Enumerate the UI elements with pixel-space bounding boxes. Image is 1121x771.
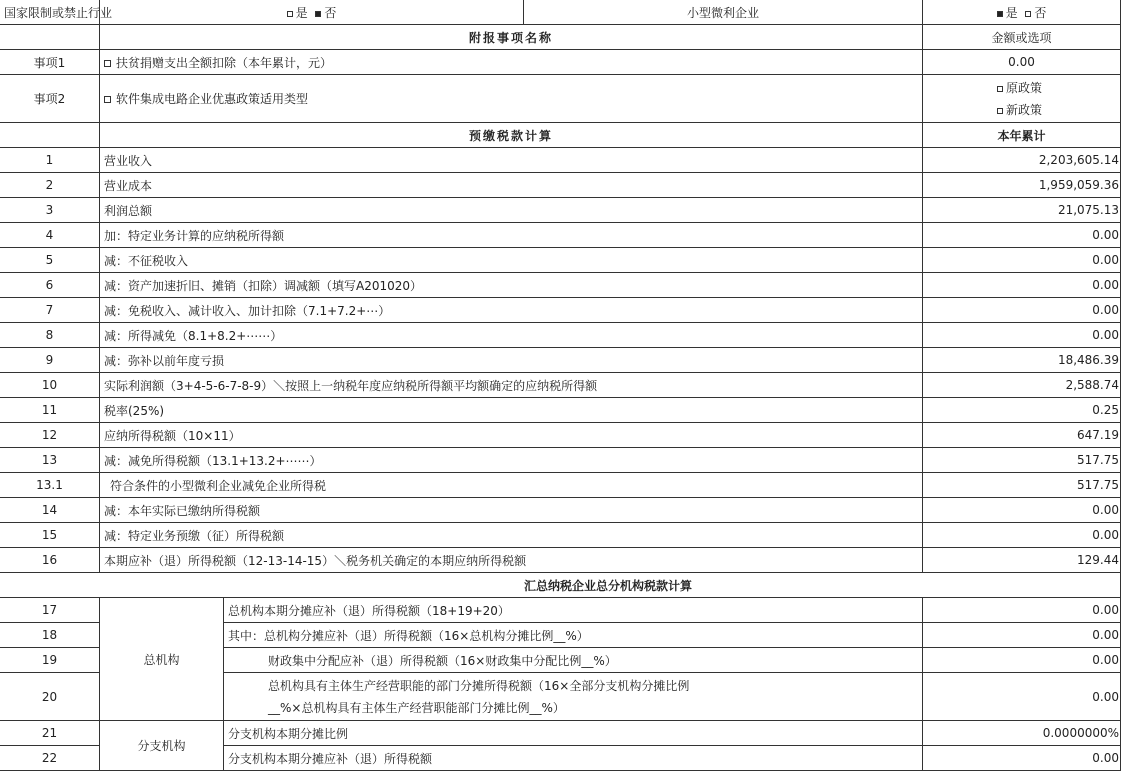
small-no-option[interactable]: 否	[1025, 6, 1046, 20]
row-value[interactable]: 0.00	[923, 746, 1121, 771]
row-value[interactable]: 0.00	[923, 273, 1121, 298]
row-value[interactable]: 517.75	[923, 473, 1121, 498]
checkbox-checked-icon	[315, 11, 321, 17]
row-value[interactable]: 129.44	[923, 548, 1121, 573]
industry-row	[0, 0, 1121, 25]
table-row	[0, 373, 1121, 398]
row-value[interactable]: 0.00	[923, 648, 1121, 673]
branch-label: 分支机构	[100, 721, 224, 771]
row-value[interactable]: 21,075.13	[923, 198, 1121, 223]
row-label: 符合条件的小型微利企业减免企业所得税	[100, 473, 923, 498]
row-label: 减：本年实际已缴纳所得税额	[100, 498, 923, 523]
row-number: 19	[0, 648, 100, 673]
table-row	[0, 473, 1121, 498]
row-label: 税率(25%)	[100, 398, 923, 423]
table-row	[0, 448, 1121, 473]
table-row	[0, 348, 1121, 373]
row-value[interactable]: 0.00	[923, 598, 1121, 623]
checkbox-checked-icon	[997, 11, 1003, 17]
row-value[interactable]: 0.00	[923, 248, 1121, 273]
row-number: 17	[0, 598, 100, 623]
row-number: 9	[0, 348, 100, 373]
row-label: 本期应补（退）所得税额（12-13-14-15）＼税务机关确定的本期应纳所得税额	[100, 548, 923, 573]
row-number: 5	[0, 248, 100, 273]
row-value[interactable]: 2,588.74	[923, 373, 1121, 398]
row-label: 减：资产加速折旧、摊销（扣除）调减额（填写A201020）	[100, 273, 923, 298]
row-number: 21	[0, 721, 100, 746]
row-label: 减：不征税收入	[100, 248, 923, 273]
row-number: 4	[0, 223, 100, 248]
attached-items-title: 附报事项名称	[100, 25, 923, 50]
row-value[interactable]: 517.75	[923, 448, 1121, 473]
row-label: 减：所得减免（8.1+8.2+⋯⋯）	[100, 323, 923, 348]
row-number: 12	[0, 423, 100, 448]
small-yes-option[interactable]: 是	[997, 6, 1018, 20]
checkbox-empty-icon	[104, 60, 111, 67]
row-value[interactable]: 0.0000000%	[923, 721, 1121, 746]
row-value[interactable]: 0.00	[923, 223, 1121, 248]
row-number: 13	[0, 448, 100, 473]
item-1-label: 事项1	[0, 50, 100, 75]
restricted-no-option[interactable]: 否	[315, 6, 336, 20]
table-row	[0, 198, 1121, 223]
row-value[interactable]: 2,203,605.14	[923, 148, 1121, 173]
row-label: 利润总额	[100, 198, 923, 223]
new-policy-option[interactable]: 新政策	[997, 99, 1116, 121]
row-label: 应纳所得税额（10×11）	[100, 423, 923, 448]
checkbox-empty-icon	[997, 86, 1003, 92]
row-label: 减：免税收入、减计收入、加计扣除（7.1+7.2+⋯）	[100, 298, 923, 323]
table-row	[0, 423, 1121, 448]
row-number: 13.1	[0, 473, 100, 498]
row-number: 7	[0, 298, 100, 323]
row-number: 2	[0, 173, 100, 198]
row-label: 财政集中分配应补（退）所得税额（16×财政集中分配比例__%）	[224, 648, 923, 673]
row-number: 6	[0, 273, 100, 298]
row-value[interactable]: 1,959,059.36	[923, 173, 1121, 198]
small-enterprise-options	[923, 0, 1121, 25]
attached-items-header	[0, 25, 1121, 50]
row-number: 10	[0, 373, 100, 398]
restricted-industry-label: 国家限制或禁止行业	[0, 0, 100, 25]
row-label: 实际利润额（3+4-5-6-7-8-9）＼按照上一纳税年度应纳税所得额平均额确定的应纳税所得额	[100, 373, 923, 398]
row-number: 22	[0, 746, 100, 771]
row-number: 18	[0, 623, 100, 648]
row-number: 11	[0, 398, 100, 423]
table-row	[0, 298, 1121, 323]
row-label: 营业收入	[100, 148, 923, 173]
row-number: 20	[0, 673, 100, 721]
year-cumulative-header: 本年累计	[923, 123, 1121, 148]
row-label: 分支机构本期分摊比例	[224, 721, 923, 746]
table-row	[0, 498, 1121, 523]
row-value[interactable]: 647.19	[923, 423, 1121, 448]
consolidated-header	[0, 573, 1121, 598]
table-row	[0, 148, 1121, 173]
item-1-value[interactable]: 0.00	[923, 50, 1121, 75]
table-row	[0, 398, 1121, 423]
row-value[interactable]: 0.25	[923, 398, 1121, 423]
row-number: 1	[0, 148, 100, 173]
row-value[interactable]: 18,486.39	[923, 348, 1121, 373]
checkbox-empty-icon	[1025, 11, 1031, 17]
row-label: 总机构本期分摊应补（退）所得税额（18+19+20）	[224, 598, 923, 623]
table-row	[0, 548, 1121, 573]
attached-item-2-row	[0, 75, 1121, 123]
restricted-industry-options	[100, 0, 524, 25]
row-label: 营业成本	[100, 173, 923, 198]
checkbox-empty-icon	[997, 108, 1003, 114]
row-value[interactable]: 0.00	[923, 623, 1121, 648]
row-value[interactable]: 0.00	[923, 523, 1121, 548]
original-policy-option[interactable]: 原政策	[997, 77, 1116, 99]
small-enterprise-label: 小型微利企业	[524, 0, 923, 25]
prepay-title: 预缴税款计算	[100, 123, 923, 148]
row-label: 分支机构本期分摊应补（退）所得税额	[224, 746, 923, 771]
row-value[interactable]: 0.00	[923, 498, 1121, 523]
row-label: 减：减免所得税额（13.1+13.2+⋯⋯）	[100, 448, 923, 473]
checkbox-empty-icon	[287, 11, 293, 17]
row-value[interactable]: 0.00	[923, 323, 1121, 348]
table-row	[0, 173, 1121, 198]
row-label: 加：特定业务计算的应纳税所得额	[100, 223, 923, 248]
table-row	[0, 323, 1121, 348]
consolidated-title: 汇总纳税企业总分机构税款计算	[0, 573, 1121, 598]
table-row	[0, 273, 1121, 298]
item-1-description[interactable]: 扶贫捐赠支出全额扣除（本年累计，元）	[100, 50, 923, 75]
amount-or-option-header: 金额或选项	[923, 25, 1121, 50]
row-number: 14	[0, 498, 100, 523]
row-label: 减：弥补以前年度亏损	[100, 348, 923, 373]
table-row	[0, 523, 1121, 548]
row-number: 15	[0, 523, 100, 548]
table-row	[0, 721, 1121, 746]
attached-item-1-row	[0, 50, 1121, 75]
table-row	[0, 248, 1121, 273]
item-2-label: 事项2	[0, 75, 100, 123]
row-label: 总机构具有主体生产经营职能的部门分摊所得税额（16×全部分支机构分摊比例 __%×总机构具有主体生产经营职能部门分摊比例__%）	[224, 673, 923, 721]
checkbox-empty-icon	[104, 96, 111, 103]
row-label: 减：特定业务预缴（征）所得税额	[100, 523, 923, 548]
row-value[interactable]: 0.00	[923, 298, 1121, 323]
row-number: 8	[0, 323, 100, 348]
table-row	[0, 598, 1121, 623]
row-number: 3	[0, 198, 100, 223]
head-office-label: 总机构	[100, 598, 224, 721]
restricted-yes-option[interactable]: 是	[287, 6, 308, 20]
table-row	[0, 223, 1121, 248]
item-2-options	[923, 75, 1121, 123]
row-value[interactable]: 0.00	[923, 673, 1121, 721]
row-number: 16	[0, 548, 100, 573]
prepay-header	[0, 123, 1121, 148]
row-label: 其中：总机构分摊应补（退）所得税额（16×总机构分摊比例__%）	[224, 623, 923, 648]
item-2-description[interactable]: 软件集成电路企业优惠政策适用类型	[100, 75, 923, 123]
